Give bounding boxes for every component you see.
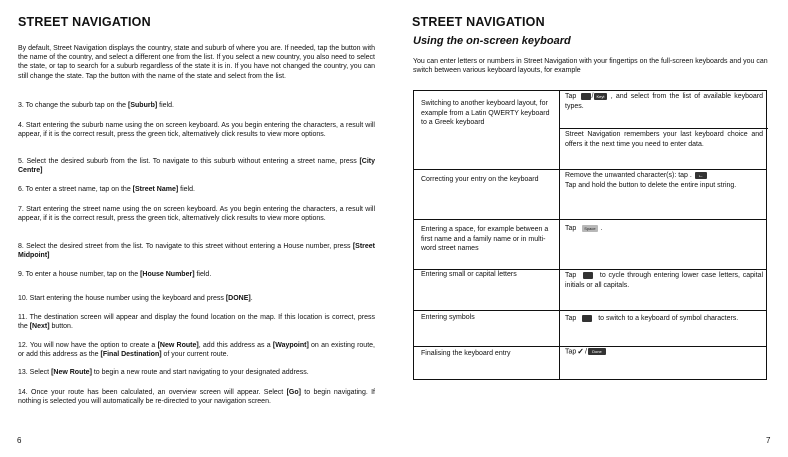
row-description: Tap Space . — [565, 225, 603, 232]
row-subdivider — [559, 128, 768, 129]
step-6: 6. To enter a street name, tap on the [Street Name] field. — [18, 186, 195, 193]
intro-paragraph: You can enter letters or numbers in Street Navigation with your fingertips on the full-screen keyboards and you can switch between various keyboard layouts, for example — [413, 58, 768, 75]
page-number: 7 — [766, 436, 771, 445]
step-3: 3. To change the suburb tap on the [Suburb] field. — [18, 102, 174, 109]
table-row — [414, 91, 766, 169]
row-description: Remove the unwanted character(s): tap . ← Tap and hold the button to delete the entire input string. — [565, 172, 737, 189]
step-4: 4. Start entering the suburb name using the on screen keyboard. As you begin entering the characters, a result will appear, if it is the correct result, press the green tick, alternatively click results to view more options. — [18, 122, 375, 139]
keyboard-switch-icon — [581, 93, 591, 100]
row-label: Entering a space, for example between a first name and a family name or in multi-word street names — [421, 226, 549, 252]
row-label: Correcting your entry on the keyboard — [421, 176, 539, 183]
row-label: Entering small or capital letters — [421, 271, 517, 278]
row-description: Tap to switch to a keyboard of symbol characters. — [565, 315, 739, 322]
shift-key-icon — [583, 272, 593, 279]
step-13: 13. Select [New Route] to begin a new route and start navigating to your designated address. — [18, 369, 309, 376]
step-5: 5. Select the desired suburb from the list. To navigate to this suburb without entering a street name, press [City Centre] — [18, 158, 375, 175]
step-10: 10. Start entering the house number using the keyboard and press [DONE]. — [18, 295, 253, 302]
step-14: 14. Once your route has been calculated, an overview screen will appear. Select [Go] to begin navigating. If nothing is selected you will automatically be re-directed to your navigation screen. — [18, 389, 375, 406]
checkmark-icon: ✓ — [577, 347, 584, 356]
row-label: Entering symbols — [421, 314, 475, 321]
step-11: 11. The destination screen will appear and display the found location on the map. If this location is correct, press the [Next] button. — [18, 314, 375, 331]
page-number: 6 — [17, 436, 22, 445]
keyboard-type-key: Keyt — [596, 93, 605, 99]
row-description: Tap to cycle through entering lower case letters, capital initials or all capitals. — [565, 272, 763, 289]
row-description: Street Navigation remembers your last keyboard choice and offers it the next time you need to enter data. — [565, 131, 763, 148]
row-description: Tap / Keyt , and select from the list of available keyboard types. — [565, 93, 763, 110]
space-key: Space — [584, 225, 596, 231]
done-key: Done — [588, 348, 606, 355]
table-row — [414, 219, 766, 269]
row-label: Switching to another keyboard layout, for example from a Latin QWERTY keyboard to a Greek keyboard — [421, 100, 550, 126]
step-7: 7. Start entering the street name using the on screen keyboard. As you begin entering the characters, a result will appear, if it is the correct result, press the green tick, alternatively click results to view more options. — [18, 206, 375, 223]
section-subheading: Using the on-screen keyboard — [413, 35, 571, 47]
page-heading: STREET NAVIGATION — [18, 15, 151, 29]
step-9: 9. To enter a house number, tap on the [House Number] field. — [18, 271, 212, 278]
table-row — [414, 346, 766, 380]
row-description: Tap✓/ Done — [565, 347, 763, 357]
table-row — [414, 269, 766, 310]
symbols-key-icon — [582, 315, 592, 322]
keyboard-table — [413, 90, 767, 380]
table-row — [414, 310, 766, 346]
intro-paragraph: By default, Street Navigation displays the country, state and suburb of where you are. If needed, tap the button with the name of the country, and select a different one from the list. If you select a new country, you also need to select the state, or tap to search for a suburb regardless of the state it is in. If you have not changed the country, you can still change the state. Tap the button with the name of the state and select from the list. — [18, 45, 375, 80]
page-heading: STREET NAVIGATION — [412, 15, 545, 29]
row-label: Finalising the keyboard entry — [421, 350, 511, 357]
table-row — [414, 169, 766, 219]
step-8: 8. Select the desired street from the list. To navigate to this street without entering a House number, press [Street Midpoint] — [18, 243, 375, 260]
step-12: 12. You will now have the option to create a [New Route], add this address as a [Waypoint] on an existing route, or add this address as the [Final Destination] of your current route. — [18, 342, 375, 359]
backspace-icon: ← — [695, 172, 707, 179]
